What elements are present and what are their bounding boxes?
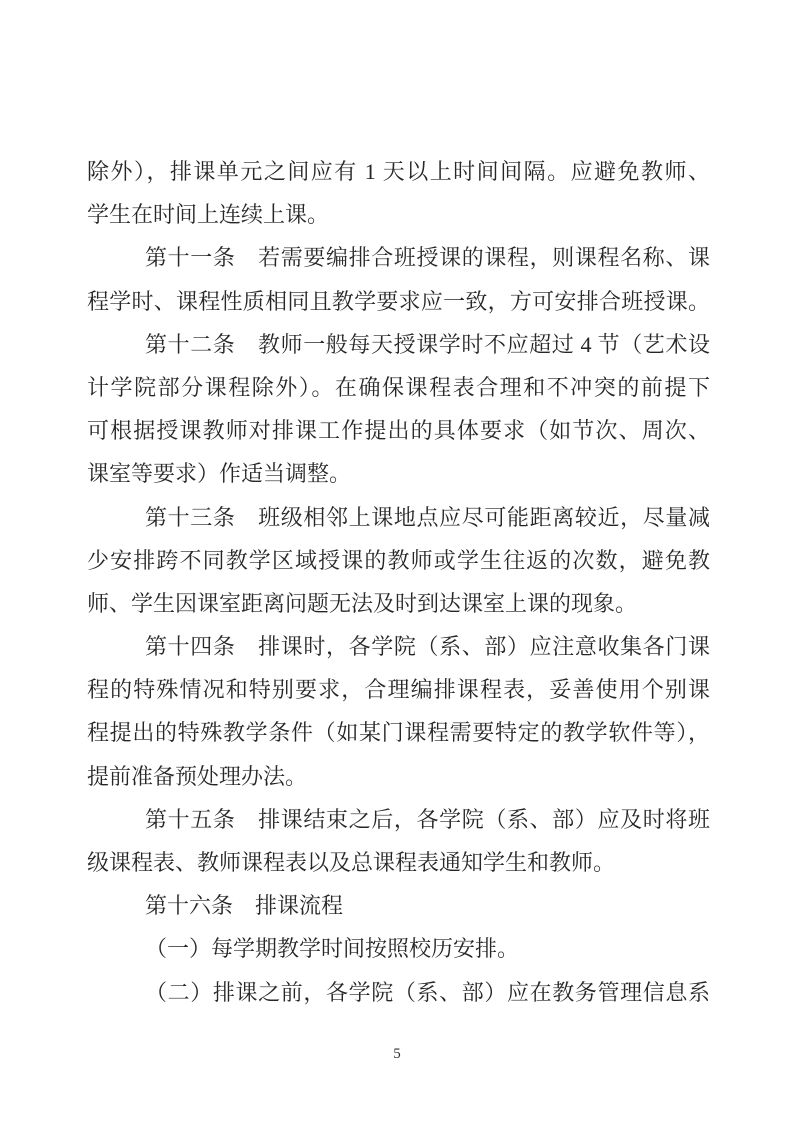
doc-line: 计学院部分课程除外）。在确保课程表合理和不冲突的前提下 bbox=[87, 374, 710, 400]
doc-line: 程的特殊情况和特别要求，合理编排课程表，妥善使用个别课 bbox=[87, 677, 710, 703]
doc-line-article-14: 第十四条 排课时，各学院（系、部）应注意收集各门课 bbox=[145, 634, 710, 660]
page-number: 5 bbox=[393, 1046, 401, 1062]
doc-line: 除外），排课单元之间应有 1 天以上时间间隔。应避免教师、 bbox=[87, 159, 710, 184]
doc-line: 少安排跨不同教学区域授课的教师或学生往返的次数，避免教 bbox=[87, 547, 710, 573]
doc-line-article-13: 第十三条 班级相邻上课地点应尽可能距离较近，尽量减 bbox=[145, 504, 710, 530]
doc-line-article-15: 第十五条 排课结束之后，各学院（系、部）应及时将班 bbox=[145, 806, 710, 832]
doc-line: 提前准备预处理办法。 bbox=[87, 763, 308, 789]
doc-line: 程学时、课程性质相同且教学要求应一致，方可安排合班授课。 bbox=[87, 288, 710, 314]
doc-line: 程提出的特殊教学条件（如某门课程需要特定的教学软件等）， bbox=[87, 720, 710, 746]
doc-line: 学生在时间上连续上课。 bbox=[87, 202, 330, 228]
doc-line-article-16: 第十六条 排课流程 bbox=[145, 893, 344, 919]
doc-line: 师、学生因课室距离问题无法及时到达课室上课的现象。 bbox=[87, 590, 638, 616]
doc-line: 级课程表、教师课程表以及总课程表通知学生和教师。 bbox=[87, 850, 616, 875]
page-footer bbox=[0, 1044, 794, 1064]
document-body bbox=[87, 150, 710, 1014]
doc-line: 可根据授课教师对排课工作提出的具体要求（如节次、周次、 bbox=[87, 418, 710, 444]
doc-line-article-11: 第十一条 若需要编排合班授课的课程，则课程名称、课 bbox=[145, 245, 710, 271]
doc-line-list-item-2: （二）排课之前，各学院（系、部）应在教务管理信息系 bbox=[145, 979, 710, 1005]
doc-line: 课室等要求）作适当调整。 bbox=[87, 461, 352, 487]
doc-line-list-item-1: （一）每学期教学时间按照校历安排。 bbox=[145, 936, 520, 962]
doc-line-article-12: 第十二条 教师一般每天授课学时不应超过 4 节（艺术设 bbox=[145, 331, 710, 357]
